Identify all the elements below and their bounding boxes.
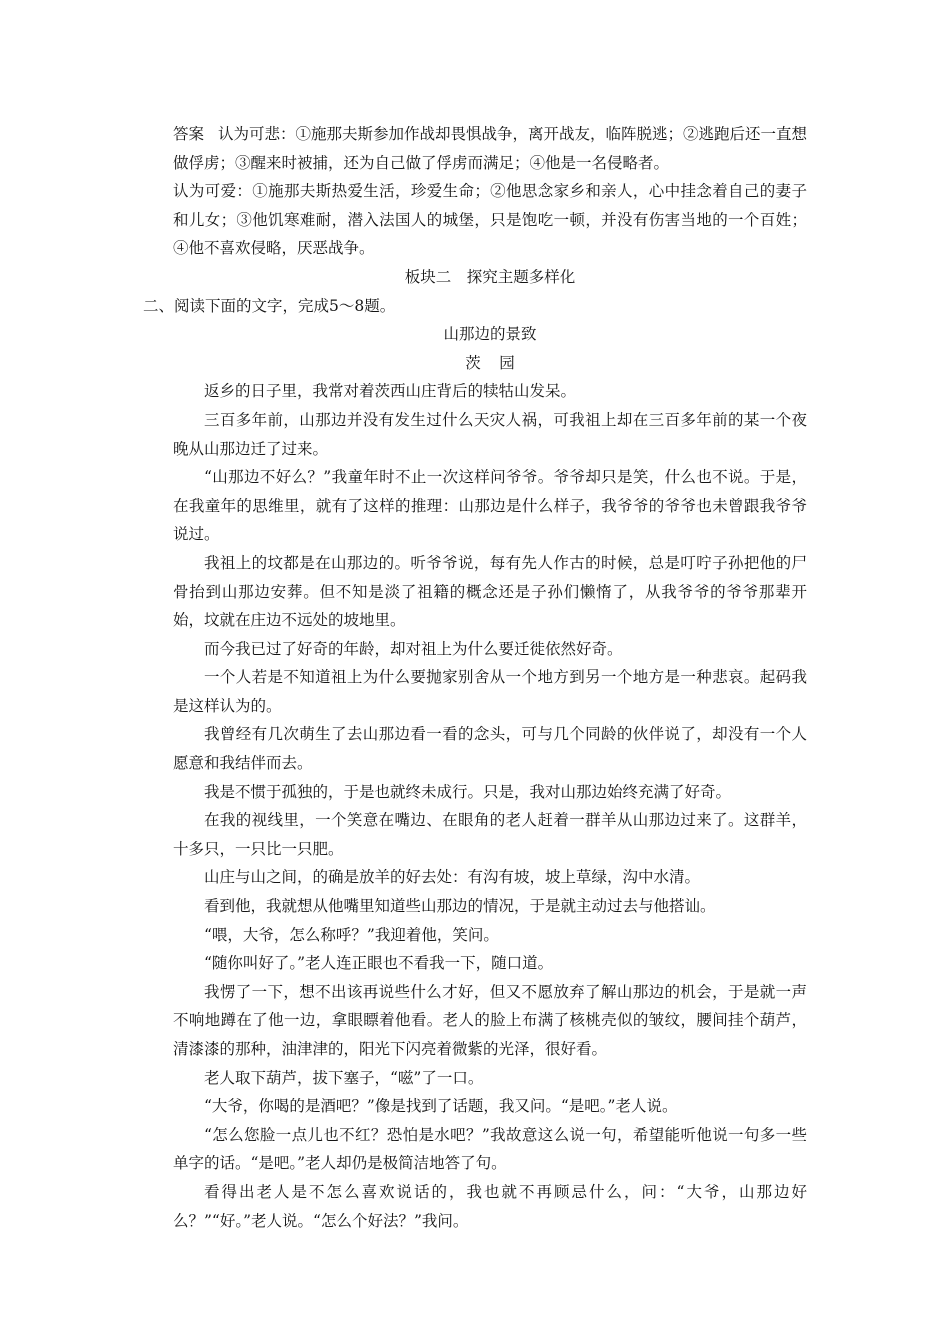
paragraph: 老人取下葫芦，拔下塞子，“嗞”了一口。 [204, 1068, 484, 1087]
paragraph: “山那边不好么？”我童年时不止一次这样问爷爷。爷爷却只是笑，什么也不说。于是，在我童年的思维里，就有了这样的推理：山那边是什么样子，我爷爷的爷爷也未曾跟我爷爷说过。 [173, 468, 807, 544]
paragraph: 一个人若是不知道祖上为什么要抛家别舍从一个地方到另一个地方是一种悲哀。起码我是这样认为的。 [173, 668, 807, 715]
paragraph: 在我的视线里，一个笑意在嘴边、在眼角的老人赶着一群羊从山那边过来了。这群羊，十多只，一只比一只肥。 [173, 811, 807, 858]
paragraph: 三百多年前，山那边并没有发生过什么天灾人祸，可我祖上却在三百多年前的某一个夜晚从山那边迁了过来。 [173, 410, 807, 458]
paragraph: 返乡的日子里，我常对着茨西山庄背后的犊牯山发呆。 [204, 382, 577, 401]
paragraph: 我曾经有几次萌生了去山那边看一看的念头，可与几个同龄的伙伴说了，却没有一个人愿意和我结伴而去。 [173, 725, 807, 773]
answer-block [173, 120, 807, 177]
answer-sad: 认为可悲：①施那夫斯参加作战却畏惧战争，离开战友，临阵脱逃；②逃跑后还一直想做俘虏；③醒来时被捕，还为自己做了俘虏而满足；④他是一名侵略者。 [173, 125, 807, 172]
paragraph: 我愣了一下，想不出该再说些什么才好，但又不愿放弃了解山那边的机会，于是就一声不响地蹲在了他一边，拿眼瞟着他看。老人的脸上布满了核桃壳似的皱纹，腰间挂个葫芦，清漆漆的那种，油津津的，阳光下闪亮着微紫的光泽，很好看。 [173, 982, 807, 1058]
paragraph: 而今我已过了好奇的年龄，却对祖上为什么要迁徙依然好奇。 [204, 639, 623, 658]
question-intro: 二、阅读下面的文字，完成5～8题。 [143, 296, 396, 315]
answer-label: 答案 [173, 125, 205, 143]
paragraph: “怎么您脸一点儿也不红？恐怕是水吧？”我故意这么说一句，希望能听他说一句多一些单字的话。“是吧。”老人却仍是极简洁地答了句。 [173, 1125, 807, 1173]
paragraph: 看得出老人是不怎么喜欢说话的，我也就不再顾忌什么，问：“大爷，山那边好么？”“好。”老人说。“怎么个好法？”我问。 [173, 1182, 807, 1230]
paragraph: 我祖上的坟都是在山那边的。听爷爷说，每有先人作古的时候，总是叮咛子孙把他的尸骨抬到山那边安葬。但不知是淡了祖籍的概念还是子孙们懒惰了，从我爷爷的爷爷那辈开始，坟就在庄边不远处的坡地里。 [173, 553, 807, 630]
paragraph: 山庄与山之间，的确是放羊的好去处：有沟有坡，坡上草绿，沟中水清。 [204, 868, 701, 887]
paragraph: “随你叫好了。”老人连正眼也不看我一下，随口道。 [204, 954, 554, 973]
paragraph: 看到他，我就想从他嘴里知道些山那边的情况，于是就主动过去与他搭讪。 [204, 897, 716, 916]
article-author: 茨园 [465, 353, 534, 372]
section-title: 板块二 探究主题多样化 [404, 267, 576, 286]
paragraph: “喂，大爷，怎么称呼？”我迎着他，笑问。 [204, 925, 499, 944]
paragraph: 我是不惯于孤独的，于是也就终未成行。只是，我对山那边始终充满了好奇。 [204, 782, 732, 801]
document-body [143, 120, 807, 1235]
paragraph: “大爷，你喝的是酒吧？”像是找到了话题，我又问。“是吧。”老人说。 [204, 1097, 678, 1116]
answer-lovely: 认为可爱：①施那夫斯热爱生活，珍爱生命；②他思念家乡和亲人，心中挂念着自己的妻子和儿女；③他饥寒难耐，潜入法国人的城堡，只是饱吃一顿，并没有伤害当地的一个百姓；④他不喜欢侵略，厌恶战争。 [173, 182, 807, 258]
article-title: 山那边的景致 [443, 325, 537, 344]
